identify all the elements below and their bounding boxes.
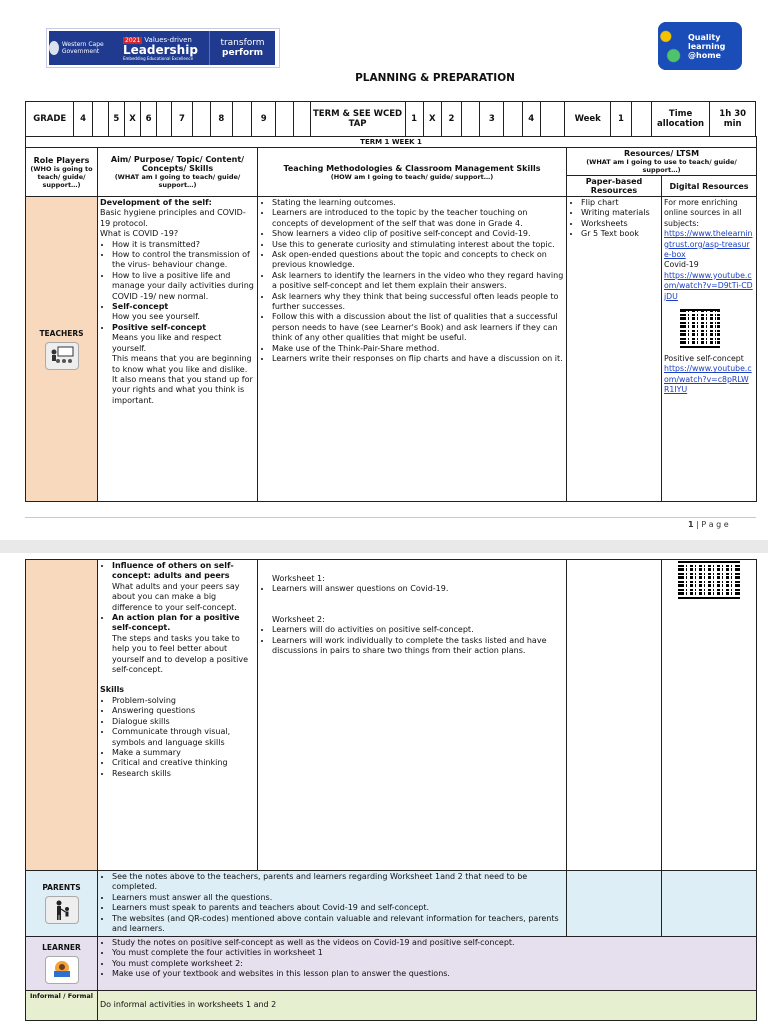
- paper-item: • Flip chart: [581, 198, 659, 208]
- logo-year: 2021: [125, 37, 141, 44]
- grade-7-mark: [192, 102, 210, 137]
- page-gap: [0, 540, 768, 553]
- action-plan-title: An action plan for a positive self-concept.: [112, 613, 240, 633]
- logo-tagline: Embedding Educational Excellence: [123, 56, 194, 61]
- lesson-table-continued: [25, 559, 757, 1021]
- quality-learning-logo: [658, 22, 742, 70]
- aim-cont: [98, 560, 258, 871]
- tp-line1: transform: [220, 38, 265, 48]
- grade-table: [25, 101, 756, 137]
- term-4-mark: [540, 102, 564, 137]
- parents-notes: [98, 871, 567, 937]
- digital-intro: For more enriching online sources in all subjects:: [664, 198, 742, 228]
- teachers-paper: [567, 197, 662, 502]
- covid-video-link[interactable]: https://www.youtube.com/watch?v=D9tTi-CDjDU: [664, 270, 753, 301]
- aim-bullet: • How it is transmitted?: [112, 240, 255, 250]
- parents-item: • See the notes above to the teachers, parents and learners regarding Worksheet 1and 2 that need to be completed.: [112, 872, 564, 893]
- positive-self-concept-title: Positive self-concept: [112, 322, 207, 332]
- ql-line2: learning: [688, 41, 726, 51]
- grade-7: 7: [172, 102, 192, 137]
- page-number-value: 1: [688, 520, 694, 529]
- wced-leadership-logo: [46, 28, 280, 68]
- worksheet-1-title: Worksheet 1:: [272, 574, 325, 583]
- teachers-methods: [258, 197, 567, 502]
- dots-icon: [658, 22, 684, 70]
- method-item: • Ask learners to identify the learners in the video who they regard having a positive self-concept and let them explain their answers.: [272, 271, 564, 292]
- method-item: • Follow this with a discussion about the list of qualities that a successful person needs to have (see Learner's Book) and ask learners if they can think of any other qualities that might be useful.: [272, 312, 564, 343]
- psc-label: Positive self-concept: [664, 354, 744, 364]
- learner-role: [26, 937, 98, 991]
- digital-header: Digital Resources: [662, 176, 757, 197]
- aim-intro-2: What is COVID -19?: [100, 229, 179, 239]
- grade-4: 4: [74, 102, 92, 137]
- skill-item: • Critical and creative thinking: [112, 758, 255, 768]
- grade-5: 5: [108, 102, 124, 137]
- method-item: • Ask learners why they think that being successful often leads people to further successes.: [272, 292, 564, 313]
- paper-item: • Gr 5 Text book: [581, 229, 659, 239]
- methods-cont: [258, 560, 567, 871]
- grade-8-mark: [232, 102, 251, 137]
- page-title: PLANNING & PREPARATION: [355, 72, 515, 84]
- parent-child-icon: [45, 896, 79, 924]
- gov-name: Western Cape Government: [61, 41, 104, 55]
- transform-perform-logo: [209, 31, 275, 65]
- resources-subtitle: (WHAT am I going to use to teach/ guide/ support…): [586, 158, 737, 174]
- term-2-mark: [462, 102, 480, 137]
- grade-4-mark: [92, 102, 108, 137]
- values-driven-leadership: [119, 31, 209, 65]
- worksheet-1-item: • Learners will answer questions on Covid-19.: [272, 584, 564, 594]
- method-item: • Make use of the Think-Pair-Share method.: [272, 344, 564, 354]
- term-2: 2: [441, 102, 461, 137]
- psc-text-1: Means you like and respect yourself.: [112, 333, 222, 353]
- skill-item: • Problem-solving: [112, 696, 255, 706]
- self-concept-title: Self-concept: [112, 302, 169, 312]
- teachers-aim: [98, 197, 258, 502]
- term-4: 4: [522, 102, 540, 137]
- term-1-mark: X: [423, 102, 441, 137]
- covid-label: Covid-19: [664, 260, 699, 270]
- psc-text-2: This means that you are beginning to know what you like and dislike.: [112, 354, 252, 374]
- time-label: Time allocation: [651, 102, 710, 137]
- grade-5-mark: X: [124, 102, 140, 137]
- western-cape-logo: [49, 31, 119, 65]
- page-number: 1 | P a g e: [688, 520, 729, 529]
- influence-title: Influence of others on self-concept: adults and peers: [112, 561, 234, 581]
- learner-label: LEARNER: [42, 943, 81, 952]
- skill-item: • Dialogue skills: [112, 717, 255, 727]
- skill-item: • Make a summary: [112, 748, 255, 758]
- term-week-header: TERM 1 WEEK 1: [26, 137, 757, 148]
- footer-line: [25, 517, 756, 518]
- logo-line1: Values-driven: [144, 36, 192, 44]
- roles-subtitle: (WHO is going to teach/ guide/ support…): [30, 164, 93, 189]
- skill-item: • Research skills: [112, 769, 255, 779]
- parents-role: [26, 871, 98, 937]
- learner-item: • You must complete worksheet 2:: [112, 959, 754, 969]
- digital-cont: [662, 560, 757, 871]
- learner-item: • Study the notes on positive self-concept as well as the videos on Covid-19 and positive self-concept.: [112, 938, 754, 948]
- lesson-table: [25, 136, 757, 502]
- learningtrust-link[interactable]: https://www.thelearningtrust.org/asp-treasure-box: [664, 229, 753, 260]
- teachers-role: [26, 197, 98, 502]
- resources-title: Resources/ LTSM: [623, 149, 700, 158]
- aim-title: Aim/ Purpose/ Topic/ Content/ Concepts/ Skills: [110, 155, 245, 173]
- self-concept-text: How you see yourself.: [112, 312, 200, 322]
- page-2: [0, 553, 768, 1024]
- aim-intro-1: Basic hygiene principles and COVID-19 protocol.: [100, 208, 246, 228]
- parents-item: • Learners must answer all the questions.: [112, 893, 564, 903]
- grade-label: GRADE: [26, 102, 74, 137]
- qr-code-icon: [680, 308, 720, 348]
- aim-title-text: Development of the self:: [100, 198, 212, 207]
- teacher-icon: [45, 342, 79, 370]
- method-item: • Use this to generate curiosity and stimulating interest about the topic.: [272, 240, 564, 250]
- teachers-role-cont: [26, 560, 98, 871]
- grade-6: 6: [141, 102, 157, 137]
- influence-text: What adults and your peers say about you can make a big difference to your self-concept.: [112, 581, 240, 612]
- method-item: • Stating the learning outcomes.: [272, 198, 564, 208]
- learner-item: • Make use of your textbook and websites in this lesson plan to answer the questions.: [112, 969, 754, 979]
- skills-title: Skills: [100, 685, 125, 695]
- parents-item: • Learners must speak to parents and teachers about Covid-19 and self-concept.: [112, 903, 564, 913]
- methods-title: Teaching Methodologies & Classroom Management Skills: [283, 163, 541, 173]
- informal-text: Do informal activities in worksheets 1 and 2: [98, 991, 757, 1021]
- aim-bullet: • How to live a positive life and manage your daily activities during COVID -19/ new normal.: [112, 271, 255, 302]
- psc-text-3: It also means that you stand up for your rights and what you think is important.: [112, 374, 253, 405]
- worksheet-2-item: • Learners will work individually to complete the tasks listed and have discussions in pairs to share two things from their action plans.: [272, 636, 564, 657]
- qr-code-icon: [678, 561, 740, 599]
- parents-label: PARENTS: [42, 883, 81, 892]
- parents-digital: [662, 871, 757, 937]
- term-3: 3: [480, 102, 504, 137]
- term-label: TERM & SEE WCED TAP: [310, 102, 405, 137]
- method-item: • Learners write their responses on flip charts and have a discussion on it.: [272, 354, 564, 364]
- grade-9: 9: [252, 102, 276, 137]
- skill-item: • Answering questions: [112, 706, 255, 716]
- week-label: Week: [564, 102, 610, 137]
- method-item: • Ask open-ended questions about the topic and concepts to check on previous knowledge.: [272, 250, 564, 271]
- methods-header: [258, 148, 567, 197]
- parents-paper: [567, 871, 662, 937]
- learner-reading-icon: [45, 956, 79, 984]
- learner-notes: [98, 937, 757, 991]
- term-1: 1: [405, 102, 423, 137]
- worksheet-2-title: Worksheet 2:: [272, 614, 325, 624]
- parents-item: • The websites (and QR-codes) mentioned above contain valuable and relevant information for teachers, parents and learners.: [112, 914, 564, 935]
- action-plan-text: The steps and tasks you take to help you to feel better about yourself and to develop a positive self-concept.: [112, 633, 249, 675]
- grade-9-mark: [276, 102, 294, 137]
- learner-item: • You must complete the four activities in worksheet 1: [112, 948, 754, 958]
- aim-subtitle: (WHAT am I going to teach/ guide/ support…): [114, 173, 241, 189]
- logo-line2: Leadership: [123, 43, 198, 57]
- grade-6-mark: [157, 102, 172, 137]
- method-item: • Learners are introduced to the topic by the teacher touching on concepts of development of the self that was done in Grade 4.: [272, 208, 564, 229]
- resources-header: [567, 148, 757, 176]
- methods-subtitle: (HOW am I going to teach/ guide/ support…): [330, 172, 494, 181]
- teachers-label: TEACHERS: [39, 328, 84, 338]
- tp-line2: perform: [222, 48, 263, 58]
- worksheet-2-item: • Learners will do activities on positive self-concept.: [272, 625, 564, 635]
- week-value: 1: [611, 102, 631, 137]
- grade-8: 8: [210, 102, 232, 137]
- paper-item: • Writing materials: [581, 208, 659, 218]
- skill-item: • Communicate through visual, symbols and language skills: [112, 727, 255, 748]
- psc-video-link[interactable]: https://www.youtube.com/watch?v=c8pRLWR1IYU: [664, 364, 752, 395]
- paper-item: • Worksheets: [581, 219, 659, 229]
- informal-role: Informal / Formal: [26, 991, 98, 1021]
- paper-cont: [567, 560, 662, 871]
- roles-header: [26, 148, 98, 197]
- aim-header: [98, 148, 258, 197]
- teachers-digital: [662, 197, 757, 502]
- ql-line3: @home: [688, 50, 721, 60]
- ql-line1: Quality: [688, 32, 721, 42]
- roles-title: Role Players: [33, 155, 90, 165]
- time-value: 1h 30 min: [710, 102, 756, 137]
- paper-header: Paper-based Resources: [567, 176, 662, 197]
- page-label: P a g e: [701, 520, 729, 529]
- term-3-mark: [504, 102, 522, 137]
- method-item: • Show learners a video clip of positive self-concept and Covid-19.: [272, 229, 564, 239]
- aim-bullet: • How to control the transmission of the virus- behaviour change.: [112, 250, 255, 271]
- crest-icon: [49, 41, 59, 55]
